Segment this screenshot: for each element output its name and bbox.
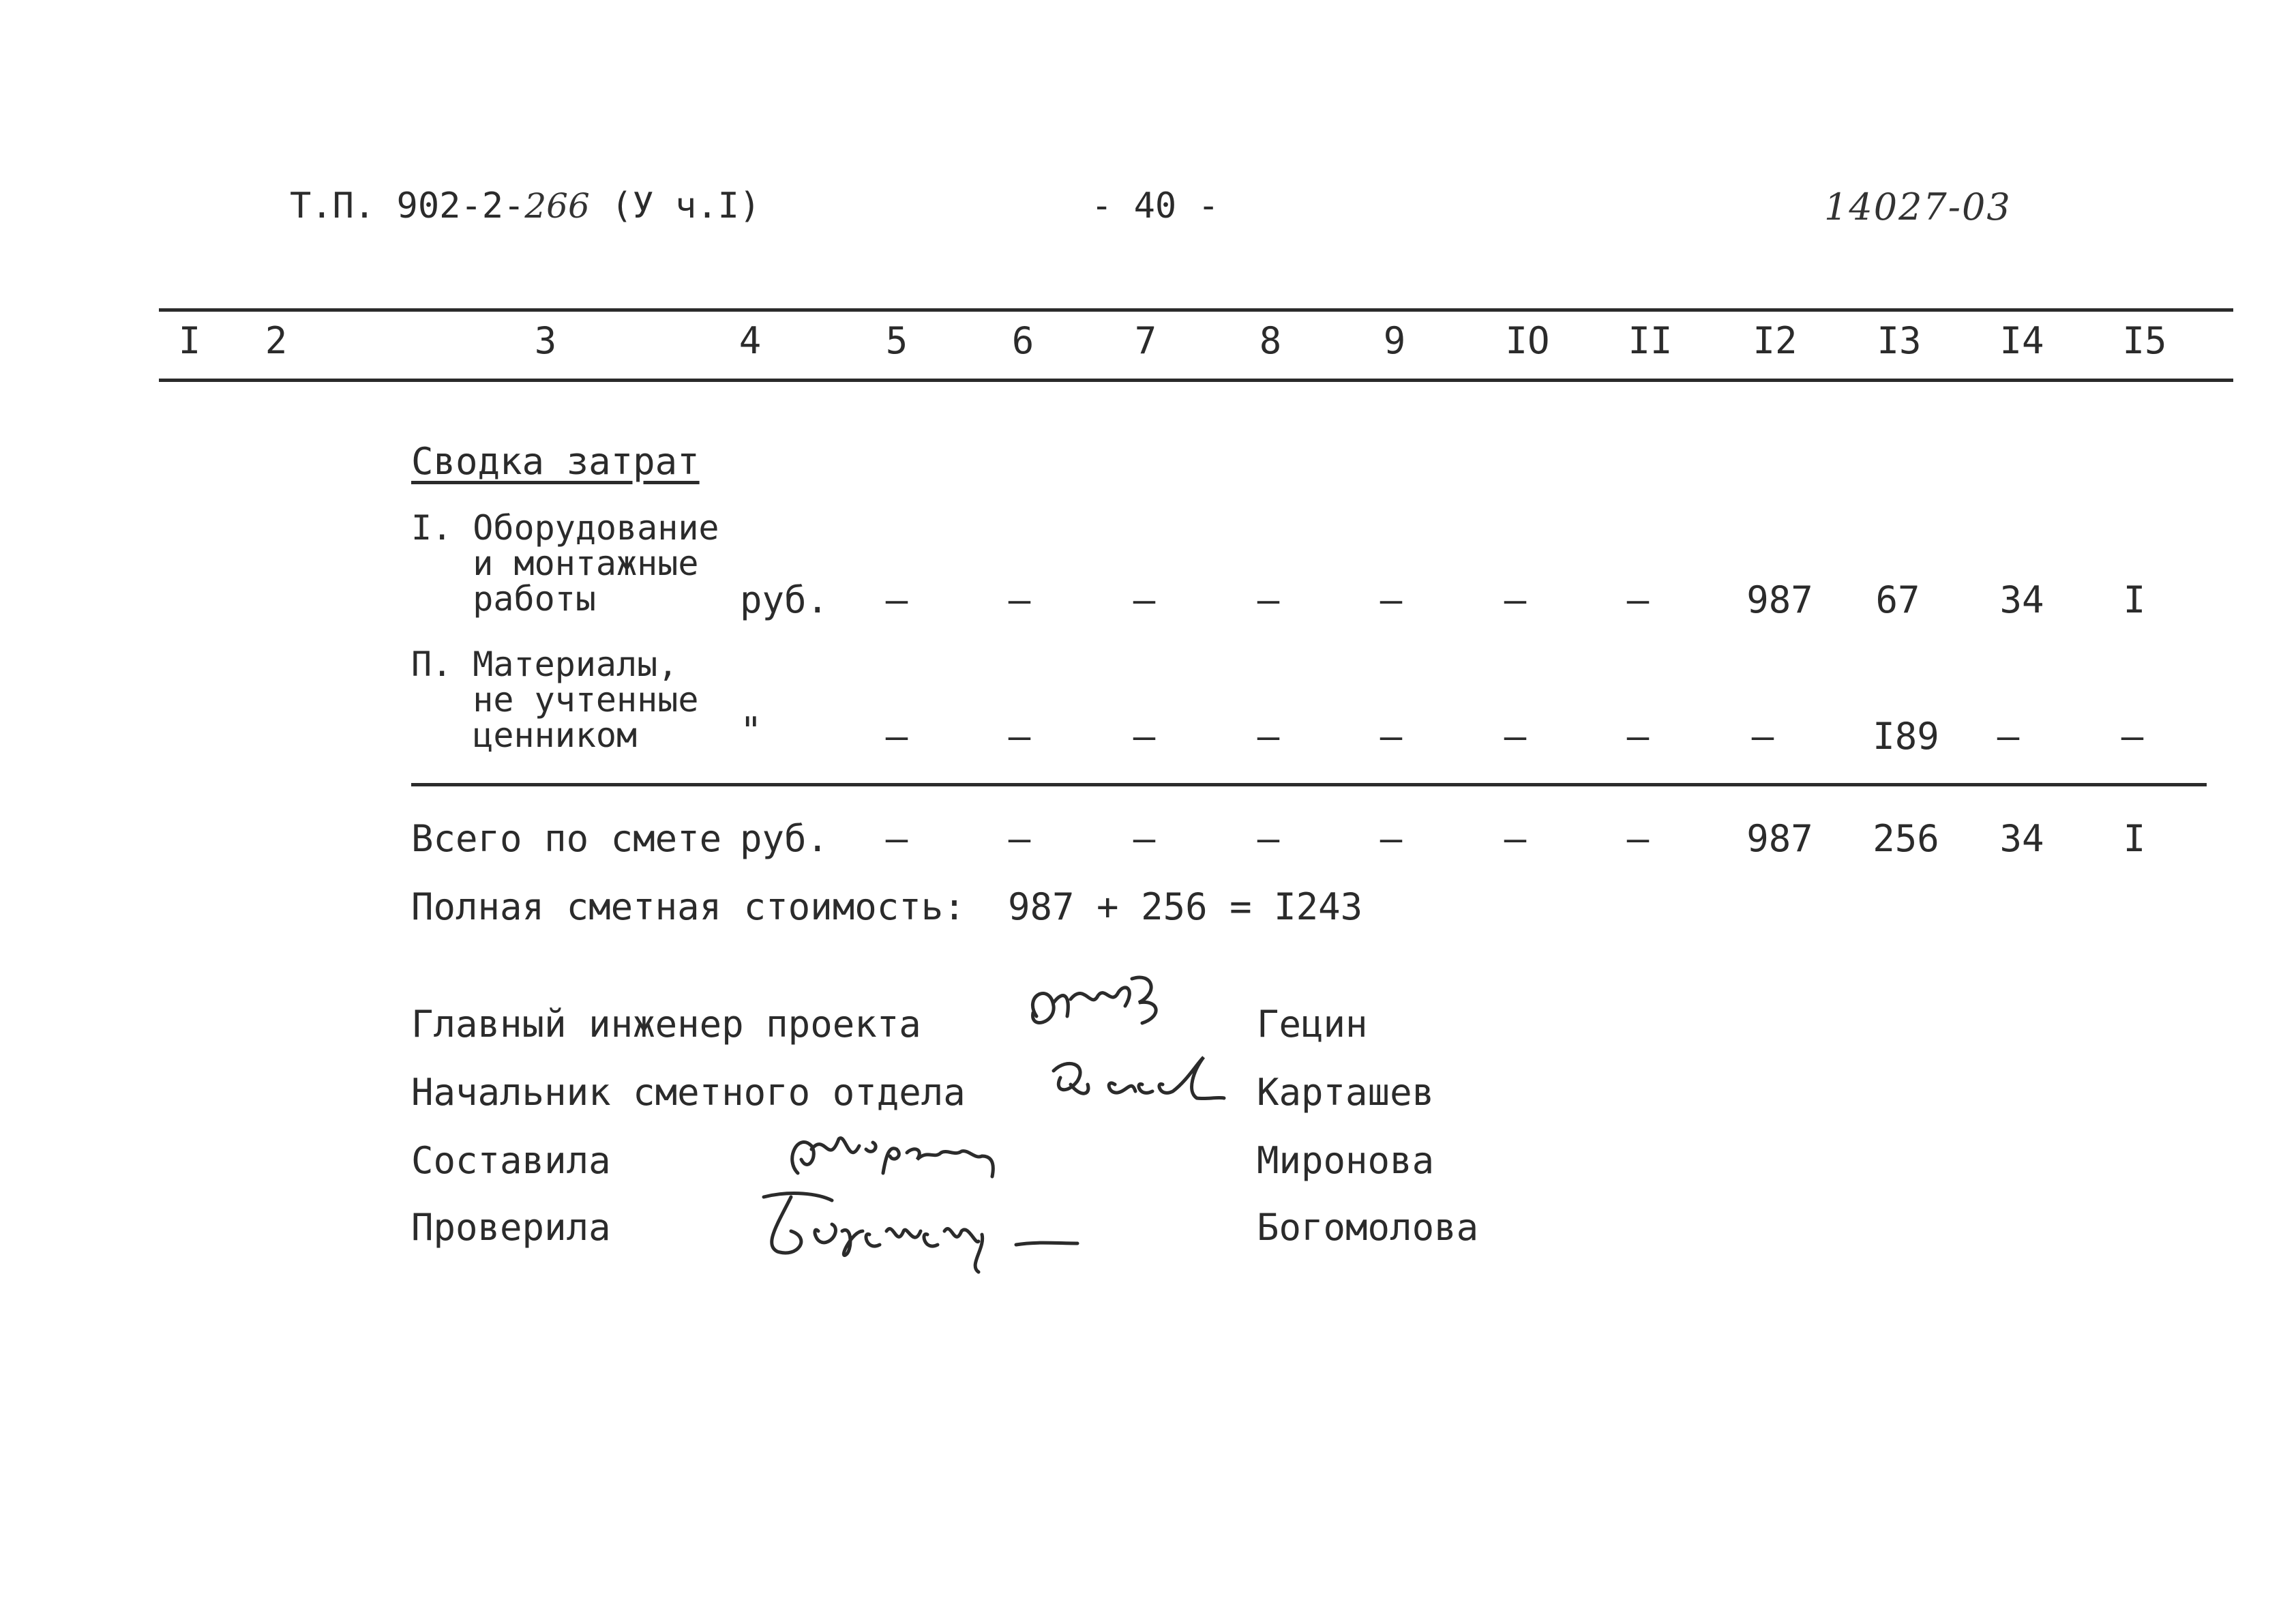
column-number: 6 — [1011, 319, 1034, 362]
signature-name: Богомолова — [1257, 1206, 1479, 1249]
column-number: 9 — [1383, 319, 1406, 362]
signature-scribble-checker — [750, 1183, 1146, 1279]
row-1-dash: – — [1133, 578, 1156, 621]
total-dash: – — [1380, 817, 1403, 860]
row-1-col12: 987 — [1746, 578, 1813, 621]
row-1-label — [411, 510, 719, 617]
column-number: 7 — [1134, 319, 1157, 362]
total-col15: I — [2123, 817, 2146, 860]
column-number: I2 — [1753, 319, 1798, 362]
row-2-col15: – — [2121, 715, 2144, 758]
total-unit: руб. — [740, 817, 829, 860]
row-1-col14: 34 — [1999, 578, 2044, 621]
total-col14: 34 — [1999, 817, 2044, 860]
total-dash: – — [1504, 817, 1527, 860]
signature-role: Главный инженер проекта — [411, 1003, 921, 1046]
total-col13: 256 — [1873, 817, 1939, 860]
signature-scribble-compiler — [771, 1119, 1016, 1194]
column-number: I — [178, 319, 201, 362]
row-1-dash: – — [885, 578, 908, 621]
row-1-unit: руб. — [740, 578, 829, 621]
signature-role: Начальник сметного отдела — [411, 1071, 966, 1114]
column-number: II — [1628, 319, 1673, 362]
row-1-dash: – — [1380, 578, 1403, 621]
column-number: I5 — [2122, 319, 2167, 362]
column-number: IO — [1505, 319, 1550, 362]
total-dash: – — [1008, 817, 1031, 860]
inventory-number: 14027-03 — [1824, 186, 2012, 228]
document-code-suffix: (У ч.I) — [589, 186, 761, 226]
table-header-bottom-rule — [159, 379, 2233, 382]
total-dash: – — [1626, 817, 1650, 860]
row-2-dash: – — [1133, 715, 1156, 758]
document-code — [290, 186, 760, 226]
total-dash: – — [1257, 817, 1280, 860]
signature-scribble-head-of-department — [1040, 1044, 1265, 1119]
total-dash: – — [1133, 817, 1156, 860]
row-2-label-line: П. Материалы, — [411, 645, 679, 684]
signature-name: Гецин — [1257, 1003, 1368, 1046]
row-2-dash: – — [1008, 715, 1031, 758]
row-2-dash: – — [885, 715, 908, 758]
total-dash: – — [885, 817, 908, 860]
total-label: Всего по смете — [411, 817, 722, 860]
column-number: I3 — [1877, 319, 1922, 362]
section-title: Сводка затрат — [411, 440, 700, 483]
row-1-dash: – — [1257, 578, 1280, 621]
total-col12: 987 — [1746, 817, 1813, 860]
row-2-label-line: не учтенные — [411, 680, 699, 720]
row-1-dash: – — [1626, 578, 1650, 621]
page-number: - 40 - — [1091, 186, 1219, 226]
document-code-prefix: Т.П. 902-2- — [290, 186, 525, 226]
row-2-col12: – — [1751, 715, 1774, 758]
column-number: 3 — [534, 319, 557, 362]
row-1-label-line: I. Оборудование — [411, 508, 719, 548]
column-number: 2 — [265, 319, 288, 362]
row-2-col13: I89 — [1873, 715, 1939, 758]
signature-role: Составила — [411, 1139, 611, 1182]
total-rule — [411, 783, 2207, 786]
row-2-dash: – — [1504, 715, 1527, 758]
full-cost-formula: 987 + 256 = I243 — [1008, 885, 1363, 928]
signature-scribble-chief-engineer — [1016, 969, 1193, 1050]
column-number: 5 — [885, 319, 908, 362]
row-2-dash: – — [1257, 715, 1280, 758]
column-number: 4 — [739, 319, 762, 362]
row-1-label-line: и монтажные — [411, 544, 699, 583]
row-1-col13: 67 — [1875, 578, 1920, 621]
row-2-dash: – — [1380, 715, 1403, 758]
row-2-col14: – — [1997, 715, 2020, 758]
signature-name: Карташев — [1257, 1071, 1435, 1114]
row-2-label — [411, 647, 698, 753]
row-1-dash: – — [1504, 578, 1527, 621]
row-2-label-line: ценником — [411, 715, 638, 755]
table-top-rule — [159, 308, 2233, 312]
row-1-col15: I — [2123, 578, 2146, 621]
column-number: 8 — [1259, 319, 1282, 362]
row-1-label-line: работы — [411, 579, 596, 619]
column-number: I4 — [1999, 319, 2044, 362]
full-cost-label: Полная сметная стоимость: — [411, 885, 966, 928]
signature-name: Миронова — [1257, 1139, 1435, 1182]
document-code-handwritten: 266 — [524, 186, 590, 226]
row-2-dash: – — [1626, 715, 1650, 758]
row-2-unit: " — [740, 709, 762, 752]
signature-role: Проверила — [411, 1206, 611, 1249]
row-1-dash: – — [1008, 578, 1031, 621]
